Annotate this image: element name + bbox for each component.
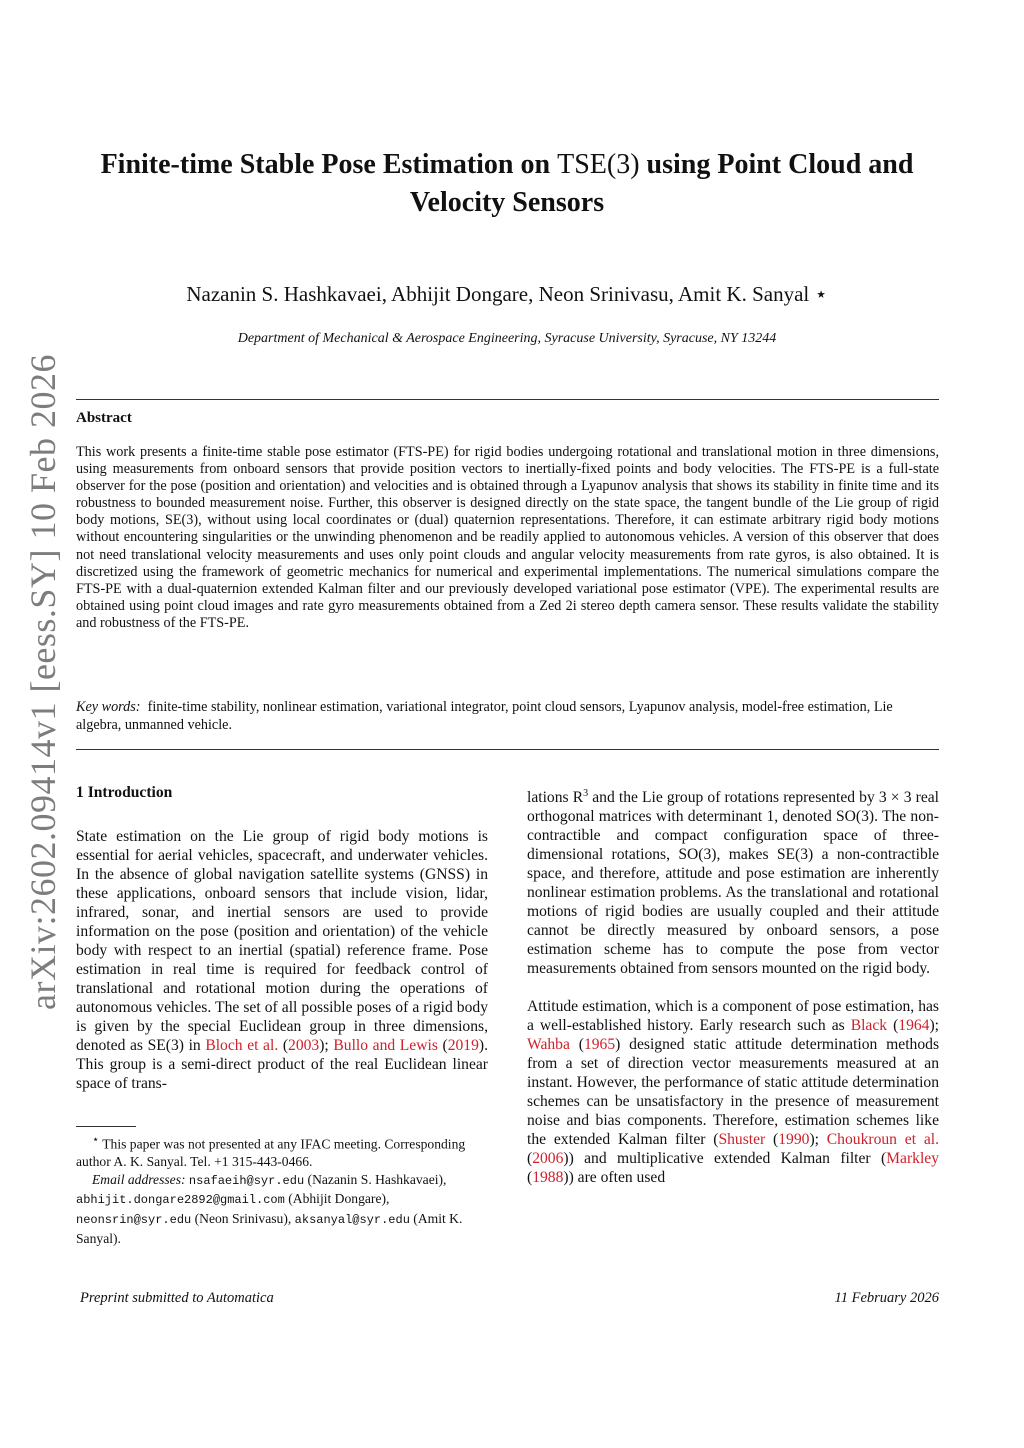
email-name-1: (Nazanin S. Hashkavaei), xyxy=(304,1171,447,1187)
arxiv-identifier: arXiv:2602.09414v1 [eess.SY] 10 Feb 2026 xyxy=(23,354,63,1010)
intro-right-column xyxy=(527,784,939,1187)
intro-text-2a: lations R xyxy=(527,789,584,807)
divider-bottom xyxy=(76,749,939,750)
intro-paragraph-3: Attitude estimation, which is a component of pose estimation, has a well-established history. Early research such as Black (1964); Wahba (1965) designed static attitude determination methods from a set of direction vector measurements measured at an instant. However, the performance of static attitude determination schemes can be unsatisfactory in the presence of measurement noise and bias components. Therefore, estimation schemes like the extended Kalman filter (Shuster (1990); Choukroun et al. (2006)) and multiplicative extended Kalman filter (Markley (1988)) are often used xyxy=(527,998,940,1187)
intro-text-3d: ) are often used xyxy=(568,1169,666,1187)
email-name-3: (Neon Srinivasu), xyxy=(191,1210,295,1226)
footer-preprint-note: Preprint submitted to Automatica xyxy=(80,1290,274,1306)
footnote-paragraph-2 xyxy=(76,1171,488,1247)
citation-markley-year[interactable]: 1988 xyxy=(532,1169,564,1187)
citation-bloch-year[interactable]: 2003 xyxy=(288,1037,320,1054)
intro-text-1c: ); xyxy=(319,1037,334,1054)
footer-date: 11 February 2026 xyxy=(834,1290,939,1306)
email-label: Email addresses: xyxy=(92,1171,186,1187)
author-list xyxy=(76,282,938,307)
email-link-2[interactable]: abhijit.dongare2892@gmail.com xyxy=(76,1193,285,1208)
citation-shuster[interactable]: Shuster xyxy=(718,1131,766,1149)
footnote xyxy=(76,1132,488,1247)
footnote-rule xyxy=(76,1126,136,1127)
paper-title xyxy=(76,146,938,222)
citation-black-year[interactable]: 1964 xyxy=(898,1017,930,1035)
email-link-4[interactable]: aksanyal@syr.edu xyxy=(294,1212,410,1227)
citation-choukroun-year[interactable]: 2006 xyxy=(532,1150,564,1168)
intro-left-column xyxy=(76,827,488,1093)
intro-text-3a: Attitude estimation, which is a component of pose estimation, has a well-established history. Early research such as xyxy=(527,998,939,1035)
citation-bullo-year[interactable]: 2019 xyxy=(447,1037,479,1054)
author-footnote-mark: ⋆ xyxy=(809,282,828,306)
citation-choukroun[interactable]: Choukroun et al. xyxy=(826,1131,939,1149)
intro-text-3c: ) and multiplicative extended Kalman filter ( xyxy=(568,1150,887,1168)
title-tse: TSE(3) xyxy=(557,149,640,180)
email-link-1[interactable]: nsafaeih@syr.edu xyxy=(188,1173,305,1188)
citation-wahba-year[interactable]: 1965 xyxy=(583,1036,616,1054)
superscript-3: 3 xyxy=(583,788,589,799)
intro-text-2b: and the Lie group of rotations represented by 3 × 3 real orthogonal matrices with determinant 1, denoted SO(3). The non-contractible and compact configuration space of three-dimensional rotations, SO(3), makes SE(3) a non-contractible space, and therefore, attitude and pose estimation are inherently nonlinear estimation problems. As the translational and rotational motions of rigid bodies are usually coupled and their attitude cannot be directly measured by onboard sensors, a pose estimation scheme has to compute the pose from vector measurements obtained from sensors mounted on the rigid body. xyxy=(527,789,939,978)
intro-text-1b: ( xyxy=(278,1037,289,1054)
section-heading-introduction: 1 Introduction xyxy=(76,784,173,801)
citation-wahba[interactable]: Wahba xyxy=(527,1036,570,1054)
footnote-mark: ⋆ xyxy=(92,1134,100,1146)
footnote-paragraph-1 xyxy=(76,1132,488,1171)
intro-paragraph-1 xyxy=(76,827,488,1093)
keywords-text: finite-time stability, nonlinear estimation, variational integrator, point cloud sensors, Lyapunov analysis, model-free estimation, Lie algebra, unmanned vehicle. xyxy=(76,699,893,733)
intro-paragraph-2 xyxy=(527,784,939,978)
title-part-1: Finite-time Stable Pose Estimation on xyxy=(100,149,558,180)
affiliation: Department of Mechanical & Aerospace Engineering, Syracuse University, Syracuse, NY 13244 xyxy=(237,331,777,346)
divider-top xyxy=(76,399,939,400)
citation-black[interactable]: Black xyxy=(850,1017,888,1035)
keywords-label: Key words: xyxy=(76,699,141,715)
abstract-body: This work presents a finite-time stable pose estimator (FTS-PE) for rigid bodies undergoing rotational and translational motion in three dimensions, using measurements from onboard sensors that provide position vectors to inertially-fixed points and body velocities. The FTS-PE is a full-state observer for the pose (position and orientation) and velocities and is obtained through a Lyapunov analysis that shows its stability in finite time and its robustness to bounded measurement noise. Further, this observer is designed directly on the state space, the tangent bundle of the Lie group of rigid body motions, SE(3), without using local coordinates or (dual) quaternion representations. Therefore, it can estimate arbitrary rigid body motions without encountering singularities or the unwinding phenomenon and be readily applied to autonomous vehicles. A version of this observer that does not need translational velocity measurements and uses only point clouds and angular velocity measurements from rate gyros, is also obtained. It is discretized using the framework of geometric mechanics for numerical and experimental implementations. The numerical simulations compare the FTS-PE with a dual-quaternion extended Kalman filter and our previously developed variational pose estimator (VPE). The experimental results are obtained using point cloud images and rate gyro measurements obtained from a Zed 2i stereo depth camera sensor. These results validate the stability and robustness of the FTS-PE. xyxy=(76,444,939,631)
intro-text-3b: designed static attitude determination methods from a set of direction vector measurements measured at an instant. However, the performance of static attitude determination schemes can be unsatisfactory in the presence of measurement noise and bias components. Therefore, estimation schemes like the extended Kalman filter ( xyxy=(527,1036,940,1149)
intro-text-1e: ). This group is a semi-direct product of the real Euclidean linear space of trans- xyxy=(76,1037,488,1092)
intro-text-1d: ( xyxy=(437,1037,448,1054)
citation-shuster-year[interactable]: 1990 xyxy=(778,1131,810,1149)
footnote-text: This paper was not presented at any IFAC meeting. Corresponding author A. K. Sanyal. Tel. +1 315-443-0466. xyxy=(76,1136,466,1170)
email-name-2: (Abhijit Dongare), xyxy=(284,1191,390,1207)
citation-bloch[interactable]: Bloch et al. xyxy=(205,1037,279,1054)
email-name-4: (Amit K. Sanyal). xyxy=(76,1210,463,1246)
email-link-3[interactable]: neonsrin@syr.edu xyxy=(76,1212,192,1227)
authors-text: Nazanin S. Hashkavaei, Abhijit Dongare, Neon Srinivasu, Amit K. Sanyal xyxy=(186,282,810,306)
citation-markley[interactable]: Markley xyxy=(886,1150,939,1168)
intro-text-1: State estimation on the Lie group of rigid body motions is essential for aerial vehicles, spacecraft, and underwater vehicles. In the absence of global navigation satellite systems (GNSS) in these applications, onboard sensors that include vision, lidar, infrared, sonar, and inertial sensors are used to provide information on the pose (position and orientation) of the vehicle body with respect to an inertial (spatial) reference frame. Pose estimation in real time is required for feedback control of translational and rotational motion during the operations of autonomous vehicles. The set of all possible poses of a rigid body is given by the special Euclidean group in three dimensions, denoted as SE(3) in xyxy=(76,828,488,1054)
keywords xyxy=(76,699,939,734)
title-part-2: using Point Cloud and Velocity Sensors xyxy=(409,149,914,218)
abstract-heading: Abstract xyxy=(76,410,132,426)
citation-bullo[interactable]: Bullo and Lewis xyxy=(333,1037,438,1054)
